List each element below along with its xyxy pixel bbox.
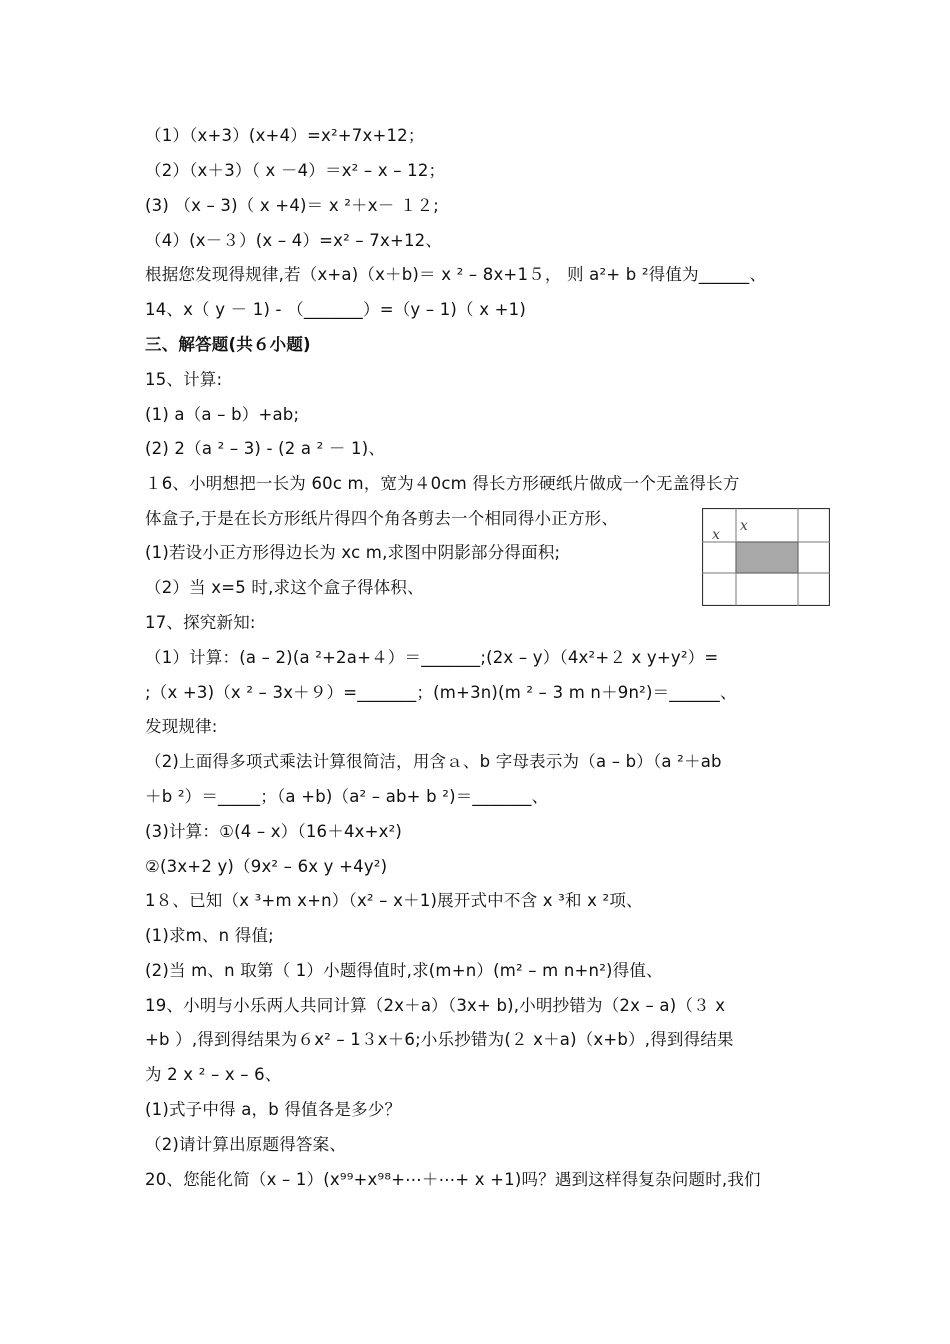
text-line-2: （2）（x＋3）（ x －4）＝x² – x – 12； — [145, 161, 446, 180]
box-net-figure — [702, 508, 830, 606]
label-x-top: x — [740, 518, 748, 534]
question-18-part-1: (1)求m、n 得值; — [145, 926, 274, 945]
question-18: 1８、已知（x ³+m x+n）（x² – x＋1)展开式中不含 x ³和 x ²项、 — [145, 891, 643, 910]
question-15-part-2: (2) 2（a ² – 3) - (2 a ² － 1)、 — [145, 439, 386, 458]
text-line-1: （1）（x+3）(x+4）=x²+7x+12； — [145, 126, 425, 145]
grid-diagram — [702, 508, 830, 606]
question-19: 19、小明与小乐两人共同计算（2x＋a）（3x+ b),小明抄错为（2x – a)（３ x — [145, 996, 726, 1015]
question-17-part-3-b: ②(3x+2 y)（9x² – 6x y +4y²) — [145, 857, 388, 876]
question-19-cont-2: 为 2 x ² – x – 6、 — [145, 1065, 282, 1084]
text-line-4: （4）(x－３）(x – 4）=x² – 7x+12、 — [145, 231, 443, 250]
question-17-rule: 发现规律: — [145, 717, 218, 736]
text-line-5: 根据您发现得规律,若（x+a)（x＋b)＝ x ² – 8x+1５， 则 a²+ b ²得值为______、 — [145, 265, 767, 284]
question-17-part-2: （2)上面得多项式乘法计算很简洁，用含ａ、b 字母表示为（a – b）（a ²＋ab — [145, 752, 722, 771]
question-19-part-2: （2)请计算出原题得答案、 — [145, 1135, 347, 1154]
label-x-left: x — [712, 527, 720, 543]
question-19-cont-1: +b ）,得到得结果为６x² – 1３x＋6;小乐抄错为(２ x＋a)（x+b）,得到得结果 — [145, 1030, 734, 1049]
question-14: 14、x（ y － 1) - （_______）=（y – 1)（ x +1) — [145, 300, 526, 319]
question-16-part-1: (1)若设小正方形得边长为 xc m,求图中阴影部分得面积; — [145, 543, 561, 562]
question-16-part-2: （2）当 x=5 时,求这个盒子得体积、 — [145, 578, 424, 597]
question-15: 15、计算: — [145, 370, 223, 389]
question-16: １6、小明想把一长为 60c m，宽为４0cm 得长方形硬纸片做成一个无盖得长方 — [145, 474, 740, 493]
question-19-part-1: (1)式子中得 a，b 得值各是多少？ — [145, 1100, 402, 1119]
section-heading-3: 三、解答题(共６小题) — [145, 335, 311, 354]
question-17-part-2-cont: ＋b ²）＝_____；（a +b)（a² – ab+ b ²)＝_______、 — [145, 787, 549, 806]
question-15-part-1: (1) a（a – b）+ab; — [145, 405, 300, 424]
question-18-part-2: (2)当 m、n 取第（ 1）小题得值时,求(m+n）(m² – m n+n²)得值、 — [145, 961, 663, 980]
question-20: 20、您能化简（x – 1）(x⁹⁹+x⁹⁸+⋯＋⋯+ x +1)吗？遇到这样得复杂问题时,我们 — [145, 1170, 761, 1189]
question-17: 17、探究新知: — [145, 613, 256, 632]
shaded-base-rect — [736, 542, 798, 573]
question-16-cont: 体盒子,于是在长方形纸片得四个角各剪去一个相同得小正方形、 — [145, 509, 619, 528]
question-17-part-1: （1）计算：(a – 2)(a ²+2a+４）＝_______;(2x – y）（4x²+２ x y+y²）= — [145, 648, 719, 667]
question-17-part-1-cont: ;（x +3)（x ² – 3x＋９）=_______；(m+3n)(m ² – 3 m n＋9n²)＝______、 — [145, 683, 737, 702]
text-line-3: (3) （x – 3)（ x +4)＝ x ²＋x－ １２; — [145, 196, 440, 215]
question-17-part-3: (3)计算：①(4 – x）（16＋4x+x²) — [145, 822, 403, 841]
